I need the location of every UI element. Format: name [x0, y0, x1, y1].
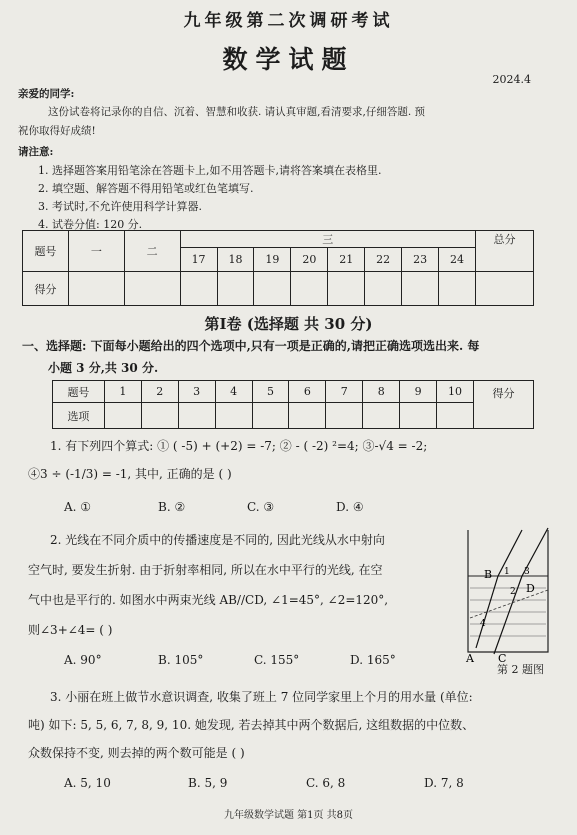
section-instruction-1: 一、选择题: 下面每小题给出的四个选项中,只有一项是正确的,请把正确选项选出来. 每 — [22, 339, 480, 353]
figure-label: C — [498, 652, 507, 664]
answer-cell — [104, 403, 141, 429]
score-table-number: 17 — [180, 248, 217, 272]
score-table-number: 24 — [439, 248, 476, 272]
question-2-option-a: A. 90° — [64, 653, 102, 667]
score-cell — [291, 272, 328, 306]
answer-cell — [215, 403, 252, 429]
question-3-option-d: D. 7, 8 — [424, 776, 464, 790]
question-1-line-1: 1. 有下列四个算式: ① ( -5) + (+2) = -7; ② - ( -2) ²=4; ③-√4 = -2; — [50, 439, 428, 453]
score-cell — [68, 272, 124, 306]
score-cell — [365, 272, 402, 306]
question-1-option-c: C. ③ — [247, 500, 275, 514]
question-3-option-a: A. 5, 10 — [64, 776, 111, 790]
answer-table-number: 1 — [104, 381, 141, 403]
question-1-option-a: A. ① — [64, 500, 92, 514]
subject-title: 数学试题 — [222, 45, 355, 74]
answer-cell — [400, 403, 437, 429]
answer-table-score: 得分 — [473, 381, 533, 429]
question-3-option-c: C. 6, 8 — [306, 776, 346, 790]
answer-table-number: 6 — [289, 381, 326, 403]
score-cell — [475, 272, 533, 306]
question-2-line-2: 空气时, 要发生折射. 由于折射率相同, 所以在水中平行的光线, 在空 — [28, 563, 383, 577]
answer-table-number: 5 — [252, 381, 289, 403]
question-1-option-b: B. ② — [158, 500, 186, 514]
score-cell — [439, 272, 476, 306]
answer-table-number: 10 — [437, 381, 474, 403]
answer-table-header: 题号 — [53, 381, 105, 403]
answer-table-number: 8 — [363, 381, 400, 403]
ray-air-1 — [498, 530, 522, 576]
figure-label: 1 — [504, 567, 510, 577]
answer-cell — [178, 403, 215, 429]
figure-label: A — [466, 652, 474, 664]
question-2-option-b: B. 105° — [158, 653, 204, 667]
score-table-number: 19 — [254, 248, 291, 272]
answer-table-number: 2 — [141, 381, 178, 403]
note-item: 1. 选择题答案用铅笔涂在答题卡上,如不用答题卡,请将答案填在表格里. — [38, 164, 382, 177]
question-2-option-d: D. 165° — [350, 653, 396, 667]
figure-label: B — [484, 568, 493, 581]
section-instruction-2: 小题 3 分,共 30 分. — [48, 361, 159, 375]
question-3-line-2: 吨) 如下: 5, 5, 6, 7, 8, 9, 10. 她发现, 若去掉其中两个数据后, 这组数据的中位数、 — [28, 718, 475, 732]
figure-caption: 第 2 题图 — [497, 663, 544, 676]
note-item: 3. 考试时,不允许使用科学计算器. — [38, 200, 202, 213]
figure-label: D — [526, 582, 535, 595]
score-cell — [254, 272, 291, 306]
question-3-line-3: 众数保持不变, 则去掉的两个数可能是 ( ) — [28, 746, 245, 760]
note-item: 2. 填空题、解答题不得用铅笔或红色笔填写. — [38, 182, 254, 195]
score-cell — [328, 272, 365, 306]
answer-table-number: 7 — [326, 381, 363, 403]
answer-cell — [437, 403, 474, 429]
score-table — [22, 230, 534, 306]
question-2-option-c: C. 155° — [254, 653, 300, 667]
exam-date: 2024.4 — [492, 73, 531, 86]
answer-table-row-label: 选项 — [53, 403, 105, 429]
answer-cell — [289, 403, 326, 429]
score-table-number: 21 — [328, 248, 365, 272]
answer-table-number: 9 — [400, 381, 437, 403]
page-footer: 九年级数学试题 第1页 共8页 — [223, 810, 354, 821]
section-title: 第Ⅰ卷 (选择题 共 30 分) — [204, 315, 373, 333]
score-table-number: 23 — [402, 248, 439, 272]
score-cell — [217, 272, 254, 306]
figure-label: 4 — [480, 619, 486, 629]
score-table-col-three: 三 — [180, 231, 475, 248]
greeting-line-2: 祝你取得好成绩! — [18, 125, 96, 137]
refraction-figure — [462, 526, 558, 664]
answer-cell — [141, 403, 178, 429]
question-3-option-b: B. 5, 9 — [188, 776, 228, 790]
question-1-line-2: ④3 ÷ (-1/3) = -1, 其中, 正确的是 ( ) — [28, 467, 232, 481]
figure-label: 2 — [510, 587, 516, 597]
score-table-total: 总分 — [475, 231, 533, 272]
score-table-number: 20 — [291, 248, 328, 272]
greeting-line-1: 这份试卷将记录你的自信、沉着、智慧和收获. 请认真审题,看清要求,仔细答题. 预 — [48, 106, 426, 118]
score-table-row-label: 得分 — [23, 272, 69, 306]
question-2-line-3: 气中也是平行的. 如图水中两束光线 AB//CD, ∠1=45°, ∠2=120°, — [28, 593, 389, 607]
question-2-line-4: 则∠3+∠4= ( ) — [28, 623, 113, 637]
answer-cell — [363, 403, 400, 429]
score-table-number: 18 — [217, 248, 254, 272]
figure-label: 3 — [524, 567, 530, 577]
score-table-col-two: 二 — [124, 231, 180, 272]
exam-title: 九年级第二次调研考试 — [183, 11, 394, 31]
question-2-line-1: 2. 光线在不同介质中的传播速度是不同的, 因此光线从水中射向 — [50, 533, 385, 547]
score-table-number: 22 — [365, 248, 402, 272]
answer-table — [52, 380, 534, 429]
notes-heading: 请注意: — [18, 146, 54, 158]
question-3-line-1: 3. 小丽在班上做节水意识调查, 收集了班上 7 位同学家里上个月的用水量 (单位: — [50, 690, 473, 704]
score-table-col-one: 一 — [68, 231, 124, 272]
greeting-salutation: 亲爱的同学: — [18, 88, 75, 100]
answer-table-number: 3 — [178, 381, 215, 403]
score-table-header: 题号 — [23, 231, 69, 272]
score-cell — [124, 272, 180, 306]
question-1-option-d: D. ④ — [336, 500, 364, 514]
answer-table-number: 4 — [215, 381, 252, 403]
answer-cell — [252, 403, 289, 429]
score-cell — [180, 272, 217, 306]
score-cell — [402, 272, 439, 306]
note-item: 4. 试卷分值: 120 分. — [38, 218, 143, 231]
answer-cell — [326, 403, 363, 429]
